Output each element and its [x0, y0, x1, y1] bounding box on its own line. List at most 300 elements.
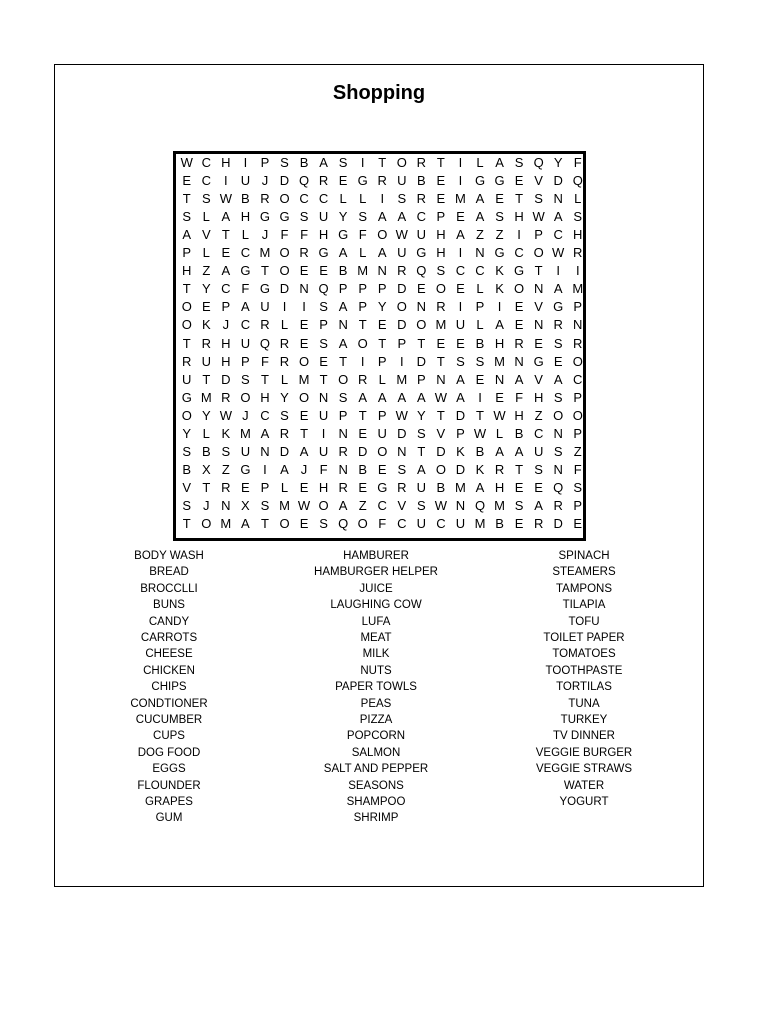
grid-letter: W — [434, 389, 448, 405]
grid-letter: L — [495, 425, 504, 441]
grid-letter: O — [377, 227, 388, 243]
grid-letter: S — [319, 335, 328, 351]
grid-letter: N — [553, 191, 563, 207]
grid-letter: T — [260, 263, 269, 279]
grid-letter: U — [455, 516, 466, 531]
grid-letter: S — [358, 209, 368, 225]
grid-letter: W — [493, 407, 506, 423]
grid-letter: L — [202, 209, 210, 225]
grid-letter: E — [514, 516, 524, 531]
word-list-item: MILK — [362, 648, 390, 661]
grid-letter: G — [338, 227, 349, 243]
grid-letter: B — [417, 173, 426, 189]
grid-letter: H — [514, 407, 524, 423]
grid-letter: E — [456, 209, 465, 225]
grid-letter: M — [572, 281, 584, 297]
grid-letter: U — [397, 245, 407, 261]
grid-letter: P — [573, 425, 583, 441]
word-list-item: BUNS — [153, 599, 185, 612]
grid-letter: D — [357, 443, 368, 459]
grid-letter: Y — [201, 407, 211, 423]
grid-letter: A — [397, 209, 407, 225]
grid-letter: M — [494, 497, 505, 513]
grid-letter: T — [476, 407, 484, 423]
grid-letter: M — [220, 516, 232, 531]
grid-letter: L — [476, 317, 484, 333]
grid-letter: E — [495, 191, 504, 207]
grid-letter: A — [241, 299, 250, 315]
grid-letter: E — [241, 479, 250, 495]
grid-letter: U — [240, 173, 251, 189]
grid-letter: Q — [474, 497, 486, 513]
grid-row — [176, 389, 583, 407]
grid-letter: N — [260, 443, 270, 459]
grid-letter: A — [475, 191, 485, 207]
grid-letter: T — [515, 461, 524, 477]
grid-letter: P — [377, 407, 387, 423]
grid-row — [176, 371, 583, 389]
grid-letter: D — [279, 443, 290, 459]
grid-letter: U — [455, 317, 466, 333]
grid-letter: H — [436, 245, 446, 261]
grid-letter: I — [399, 353, 404, 369]
grid-letter: P — [358, 299, 368, 315]
grid-letter: A — [456, 389, 465, 405]
grid-letter: R — [533, 516, 544, 531]
grid-letter: U — [416, 479, 427, 495]
grid-letter: A — [397, 389, 407, 405]
grid-letter: D — [553, 173, 563, 189]
grid-letter: D — [416, 353, 427, 369]
grid-letter: R — [436, 299, 446, 315]
grid-letter: G — [240, 461, 251, 477]
word-list-item: POPCORN — [346, 730, 406, 743]
grid-letter: T — [202, 371, 211, 387]
grid-letter: D — [553, 516, 563, 531]
grid-letter: H — [260, 389, 270, 405]
grid-letter: T — [417, 335, 426, 351]
grid-letter: U — [318, 443, 329, 459]
grid-letter: J — [261, 227, 269, 243]
grid-letter: E — [514, 317, 524, 333]
grid-row — [176, 298, 583, 316]
grid-letter: Y — [338, 209, 348, 225]
grid-letter: S — [319, 299, 328, 315]
grid-letter: T — [300, 425, 309, 441]
grid-letter: E — [514, 299, 524, 315]
grid-letter: O — [338, 371, 349, 387]
word-list-item: EGGS — [152, 763, 186, 776]
grid-letter: G — [357, 173, 368, 189]
grid-letter: G — [240, 263, 251, 279]
grid-letter: A — [534, 497, 543, 513]
grid-letter: T — [436, 353, 445, 369]
grid-letter: A — [377, 209, 387, 225]
grid-letter: Y — [280, 389, 289, 405]
grid-letter: O — [435, 281, 446, 297]
grid-letter: S — [553, 389, 563, 405]
grid-letter: A — [553, 209, 563, 225]
grid-letter: N — [494, 371, 505, 387]
grid-letter: K — [456, 443, 465, 459]
grid-letter: A — [319, 155, 328, 170]
grid-letter: T — [436, 155, 445, 170]
word-list-item: LUFA — [361, 615, 391, 628]
grid-letter: U — [260, 299, 270, 315]
grid-letter: I — [360, 353, 365, 369]
grid-letter: I — [282, 299, 287, 315]
grid-letter: L — [476, 281, 484, 297]
grid-letter: F — [378, 516, 387, 531]
word-list-item: STEAMERS — [552, 566, 616, 579]
grid-letter: C — [377, 497, 387, 513]
grid-letter: W — [297, 497, 311, 513]
grid-letter: R — [201, 335, 211, 351]
word-list-item: TOOTHPASTE — [545, 664, 623, 677]
grid-letter: U — [533, 443, 544, 459]
grid-letter: R — [338, 479, 348, 495]
grid-letter: R — [279, 353, 290, 369]
grid-letter: P — [534, 227, 543, 243]
grid-letter: Q — [533, 155, 544, 170]
grid-letter: G — [474, 173, 486, 189]
grid-letter: W — [219, 191, 232, 207]
grid-letter: R — [279, 335, 290, 351]
grid-letter: K — [201, 317, 211, 333]
grid-letter: A — [299, 443, 309, 459]
grid-letter: R — [494, 461, 505, 477]
grid-letter: W — [532, 209, 545, 225]
word-list-item: DOG FOOD — [137, 746, 201, 759]
grid-letter: S — [436, 263, 446, 279]
grid-letter: P — [475, 299, 485, 315]
grid-letter: T — [417, 443, 426, 459]
grid-letter: L — [202, 425, 210, 441]
grid-letter: A — [338, 497, 348, 513]
grid-letter: W — [180, 155, 193, 170]
grid-letter: V — [534, 371, 543, 387]
grid-letter: D — [221, 371, 231, 387]
grid-letter: B — [182, 461, 192, 477]
grid-letter: L — [359, 245, 367, 261]
grid-letter: S — [299, 209, 309, 225]
grid-letter: G — [494, 173, 505, 189]
word-list-item: SPINACH — [558, 550, 610, 562]
grid-letter: Q — [416, 263, 427, 279]
grid-letter: J — [300, 461, 308, 477]
grid-letter: T — [260, 516, 269, 531]
grid-row — [176, 154, 583, 172]
word-list-item: TV DINNER — [553, 730, 615, 743]
grid-letter: F — [280, 227, 289, 243]
grid-letter: B — [338, 263, 348, 279]
grid-letter: F — [241, 281, 250, 297]
grid-letter: B — [436, 479, 446, 495]
grid-letter: R — [279, 425, 290, 441]
grid-letter: O — [279, 516, 290, 531]
grid-letter: S — [475, 353, 485, 369]
grid-letter: C — [416, 209, 427, 225]
grid-letter: W — [473, 425, 487, 441]
grid-letter: A — [280, 461, 289, 477]
grid-letter: A — [553, 281, 563, 297]
grid-letter: K — [475, 461, 485, 477]
grid-letter: A — [221, 263, 231, 279]
grid-letter: Z — [358, 497, 367, 513]
grid-letter: Q — [259, 335, 270, 351]
grid-letter: Z — [221, 461, 230, 477]
grid-letter: L — [280, 317, 289, 333]
grid-letter: S — [201, 191, 211, 207]
grid-letter: A — [338, 245, 348, 261]
grid-letter: A — [182, 227, 192, 243]
word-list-item: SALT AND PEPPER — [323, 763, 429, 776]
grid-row — [176, 497, 583, 515]
grid-letter: R — [182, 353, 192, 369]
grid-letter: P — [260, 479, 270, 495]
grid-letter: H — [240, 209, 251, 225]
grid-letter: R — [357, 371, 368, 387]
grid-letter: G — [533, 353, 544, 369]
grid-row — [176, 425, 583, 443]
grid-letter: C — [455, 263, 466, 279]
grid-letter: J — [261, 173, 269, 189]
grid-letter: M — [239, 425, 251, 441]
grid-row — [176, 280, 583, 298]
grid-letter: C — [475, 263, 485, 279]
grid-letter: M — [396, 371, 408, 387]
grid-letter: U — [240, 443, 251, 459]
word-list-item: PEAS — [360, 697, 392, 710]
grid-letter: R — [397, 479, 407, 495]
grid-letter: A — [241, 516, 250, 531]
grid-letter: Z — [573, 443, 582, 459]
grid-letter: S — [573, 479, 583, 495]
grid-letter: V — [182, 479, 192, 495]
grid-letter: E — [299, 335, 309, 351]
grid-letter: Y — [182, 425, 192, 441]
grid-row — [176, 479, 583, 497]
grid-letter: E — [495, 389, 504, 405]
grid-letter: Z — [476, 227, 484, 243]
grid-letter: F — [573, 155, 582, 170]
word-list-item: BROCCLLI — [140, 582, 198, 595]
grid-letter: O — [279, 263, 290, 279]
grid-letter: O — [396, 155, 407, 170]
word-list-item: TOMATOES — [552, 648, 616, 661]
grid-letter: P — [358, 281, 368, 297]
word-list-item: LAUGHING COW — [330, 599, 422, 612]
grid-row — [176, 172, 583, 190]
grid-letter: W — [219, 407, 232, 423]
grid-letter: S — [182, 443, 192, 459]
grid-letter: A — [553, 371, 563, 387]
grid-row — [176, 262, 583, 280]
grid-letter: R — [221, 389, 231, 405]
grid-letter: A — [475, 209, 485, 225]
grid-letter: S — [241, 371, 250, 387]
grid-letter: T — [378, 335, 387, 351]
grid-letter: C — [299, 191, 309, 207]
grid-letter: E — [514, 173, 524, 189]
grid-letter: O — [435, 461, 446, 477]
grid-letter: E — [456, 281, 465, 297]
grid-letter: W — [395, 407, 408, 423]
grid-letter: O — [514, 281, 525, 297]
grid-letter: Q — [338, 516, 349, 531]
grid-letter: C — [533, 425, 544, 441]
grid-letter: C — [514, 245, 524, 261]
word-list-item: TORTILAS — [556, 681, 612, 694]
grid-letter: B — [241, 191, 250, 207]
grid-letter: O — [318, 497, 329, 513]
grid-letter: I — [575, 263, 580, 279]
grid-letter: B — [475, 443, 485, 459]
grid-letter: E — [417, 281, 426, 297]
grid-letter: I — [243, 155, 248, 170]
grid-letter: C — [573, 371, 583, 387]
grid-letter: L — [280, 479, 289, 495]
grid-letter: P — [456, 425, 465, 441]
grid-letter: N — [299, 281, 309, 297]
grid-letter: D — [279, 281, 290, 297]
grid-letter: V — [534, 173, 543, 189]
word-list-item: TURKEY — [560, 714, 608, 726]
grid-letter: M — [474, 516, 486, 531]
grid-letter: N — [221, 497, 231, 513]
grid-row — [176, 515, 583, 533]
grid-letter: E — [534, 479, 543, 495]
grid-letter: B — [201, 443, 211, 459]
grid-letter: G — [494, 245, 505, 261]
grid-letter: P — [436, 209, 446, 225]
grid-letter: E — [299, 479, 309, 495]
grid-letter: N — [573, 317, 583, 333]
grid-letter: N — [338, 461, 348, 477]
grid-letter: Q — [298, 173, 310, 189]
grid-letter: O — [279, 191, 290, 207]
grid-letter: E — [553, 353, 563, 369]
grid-letter: E — [358, 479, 368, 495]
grid-letter: T — [358, 407, 367, 423]
grid-letter: G — [279, 209, 290, 225]
grid-letter: R — [377, 173, 387, 189]
word-list-item: CUPS — [153, 730, 185, 743]
grid-letter: F — [358, 227, 367, 243]
grid-letter: P — [182, 245, 192, 261]
grid-letter: B — [358, 461, 368, 477]
grid-letter: S — [514, 497, 524, 513]
grid-letter: P — [241, 353, 250, 369]
word-list-item: SHRIMP — [353, 812, 399, 825]
grid-letter: M — [494, 353, 505, 369]
grid-letter: O — [181, 407, 192, 423]
grid-letter: B — [514, 425, 524, 441]
grid-letter: O — [416, 317, 427, 333]
grid-letter: R — [416, 155, 427, 170]
word-list-item: NUTS — [360, 664, 392, 677]
word-list-item: SHAMPOO — [346, 796, 406, 808]
grid-letter: H — [494, 335, 505, 351]
grid-letter: I — [458, 155, 463, 170]
grid-letter: S — [338, 155, 348, 170]
word-list-item: TAMPONS — [555, 582, 613, 595]
grid-letter: G — [259, 209, 270, 225]
grid-letter: R — [221, 479, 231, 495]
grid-letter: A — [456, 371, 465, 387]
grid-letter: A — [338, 299, 348, 315]
grid-letter: A — [495, 317, 504, 333]
grid-letter: I — [321, 425, 326, 441]
word-list-item: CARROTS — [140, 632, 198, 644]
grid-letter: S — [280, 407, 289, 423]
grid-letter: L — [359, 191, 367, 207]
grid-letter: O — [377, 443, 388, 459]
grid-letter: A — [514, 371, 524, 387]
grid-letter: A — [495, 155, 504, 170]
word-list-item: PIZZA — [359, 714, 393, 726]
grid-letter: S — [514, 155, 524, 170]
word-list-item: TOFU — [568, 615, 600, 628]
grid-letter: B — [299, 155, 309, 170]
grid-letter: B — [475, 335, 485, 351]
grid-letter: P — [260, 155, 270, 170]
grid-letter: M — [298, 371, 310, 387]
grid-letter: B — [495, 516, 504, 531]
grid-letter: R — [416, 191, 427, 207]
grid-letter: F — [515, 389, 524, 405]
grid-letter: E — [319, 353, 328, 369]
grid-letter: Q — [572, 173, 583, 189]
grid-letter: S — [280, 155, 289, 170]
word-list-item: YOGURT — [559, 796, 609, 808]
grid-letter: C — [397, 516, 407, 531]
grid-letter: W — [395, 227, 408, 243]
grid-letter: S — [495, 209, 504, 225]
grid-letter: L — [202, 245, 210, 261]
grid-letter: Z — [534, 407, 543, 423]
grid-letter: N — [533, 317, 544, 333]
word-list-item: CHICKEN — [143, 664, 195, 677]
grid-letter: U — [397, 173, 407, 189]
grid-letter: X — [201, 461, 211, 477]
grid-letter: I — [517, 227, 521, 243]
word-list-item: WATER — [563, 779, 605, 792]
grid-letter: U — [318, 209, 329, 225]
grid-letter: I — [458, 173, 463, 189]
grid-letter: R — [553, 317, 563, 333]
grid-letter: U — [240, 335, 251, 351]
grid-letter: N — [553, 461, 563, 477]
grid-letter: E — [436, 191, 446, 207]
grid-letter: L — [241, 227, 249, 243]
word-list-item: CHEESE — [145, 648, 193, 661]
grid-letter: E — [182, 173, 192, 189]
grid-letter: R — [573, 335, 583, 351]
grid-letter: T — [260, 371, 269, 387]
grid-letter: T — [182, 281, 191, 297]
grid-letter: H — [182, 263, 192, 279]
grid-letter: O — [298, 389, 310, 405]
grid-letter: N — [436, 371, 446, 387]
grid-letter: J — [242, 407, 249, 423]
grid-letter: D — [397, 425, 407, 441]
grid-letter: T — [339, 353, 348, 369]
grid-letter: E — [377, 461, 387, 477]
grid-letter: S — [417, 497, 426, 513]
grid-letter: R — [397, 263, 407, 279]
grid-letter: T — [221, 227, 230, 243]
